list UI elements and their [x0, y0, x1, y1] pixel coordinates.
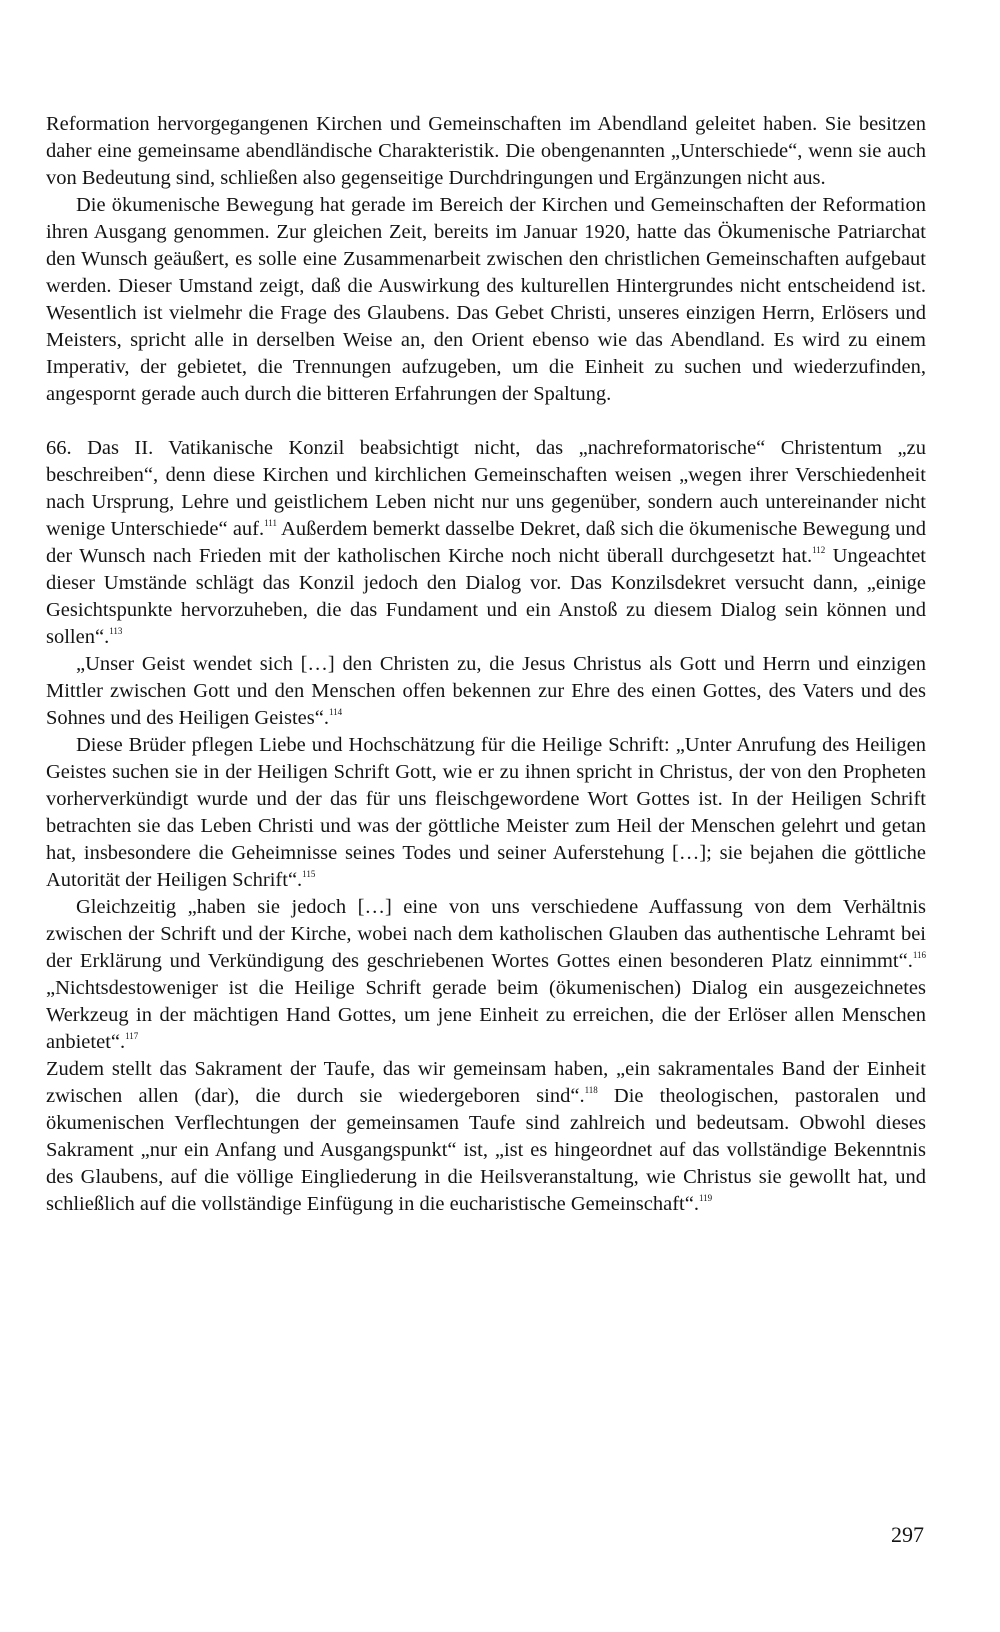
- paragraph-3-section-66: [46, 435, 926, 651]
- text-run: Außerdem bemerkt dasselbe Dekret, daß sich die ökumenische Bewegung und der Wunsch nach Frieden mit der katholischen Kirche noch nicht überall durchgesetzt hat.: [46, 518, 926, 567]
- footnote-ref-112: 112: [812, 545, 826, 555]
- footnote-ref-118: 118: [584, 1085, 598, 1095]
- footnote-ref-114: 114: [328, 707, 343, 717]
- paragraph-2: [46, 192, 926, 408]
- footnote-ref-117: 117: [125, 1031, 139, 1041]
- paragraph-7-baptism: [46, 1056, 926, 1218]
- text-run: 66. Das II. Vatikanische Konzil beabsichtigt nicht, das „nachreformatorische“ Christentum „zu beschreiben“, denn diese Kirchen und kirchlichen Gemeinschaften weisen „wegen ihrer Verschiedenheit nach Ursprung, Lehre und geistlichem Leben nicht nur uns gegenüber, sondern auch untereinander nicht wenige Unterschiede“ auf.: [46, 437, 926, 540]
- text-run: Ungeachtet dieser Umstände schlägt das Konzil jedoch den Dialog vor. Das Konzilsdekret versucht dann, „einige Gesichtspunkte hervorzuheben, die das Fundament und ein Anstoß zu diesem Dialog sein können und sollen“.: [46, 545, 926, 648]
- text-run: Die theologischen, pastoralen und ökumenischen Verflechtungen der gemeinsamen Taufe sind zahlreich und bedeutsam. Obwohl dieses Sakrament „nur ein Anfang und Ausgangspunkt“ ist, „ist es hingeordnet auf das vollständige Bekenntnis des Glaubens, auf die völlige Eingliederung in die Heilsveranstaltung, wie Christus sie gewollt hat, und schließlich auf die vollständige Einfügung in die eucharistische Gemeinschaft“.: [46, 1085, 927, 1215]
- paragraph-1: [46, 111, 926, 192]
- text-run: „Nichtsdestoweniger ist die Heilige Schrift gerade beim (ökumenischen) Dialog ein ausgezeichnetes Werkzeug in der mächtigen Hand Gottes, um jene Einheit zu erreichen, die der Erlöser allen Menschen anbietet“.: [46, 977, 926, 1053]
- paragraph-6-magisterium: [46, 894, 926, 1056]
- text-run: Die ökumenische Bewegung hat gerade im Bereich der Kirchen und Gemeinschaften der Reformation ihren Ausgang genommen. Zur gleichen Zeit, bereits im Januar 1920, hatte das Ökumenische Patriarchat den Wunsch geäußert, es solle eine Zusammenarbeit zwischen den christlichen Gemeinschaften aufgebaut werden. Dieser Umstand zeigt, daß die Auswirkung des kulturellen Hintergrundes nicht entscheidend ist. Wesentlich ist vielmehr die Frage des Glaubens. Das Gebet Christi, unseres einzigen Herrn, Erlösers und Meisters, spricht alle in derselben Weise an, den Orient ebenso wie das Abendland. Es wird zu einem Imperativ, der gebietet, die Trennungen aufzugeben, um die Einheit zu suchen und wiederzufinden, angespornt gerade auch durch die bitteren Erfahrungen der Spaltung.: [46, 194, 926, 405]
- footnote-ref-119: 119: [698, 1193, 713, 1203]
- text-run: Reformation hervorgegangenen Kirchen und Gemeinschaften im Abendland geleitet haben. Sie besitzen daher eine gemeinsame abendländische Charakteristik. Die obengenannten „Unterschiede“, wenn sie auch von Bedeutung sind, schließen also gegenseitige Durchdringungen und Ergänzungen nicht aus.: [46, 113, 926, 189]
- footnote-ref-115: 115: [302, 869, 316, 879]
- text-run: „Unser Geist wendet sich […] den Christen zu, die Jesus Christus als Gott und Herrn und einzigen Mittler zwischen Gott und den Menschen offen bekennen zur Ehre des einen Gottes, des Vaters und des Sohnes und des Heiligen Geistes“.: [46, 653, 926, 729]
- paragraph-5-scripture: [46, 732, 926, 894]
- text-run: Zudem stellt das Sakrament der Taufe, das wir gemeinsam haben, „ein sakramentales Band der Einheit zwischen allen (dar), die durch sie wiedergeboren sind“.: [46, 1058, 926, 1107]
- footnote-ref-113: 113: [109, 626, 123, 636]
- footnote-ref-111: 111: [264, 518, 277, 528]
- footnote-ref-116: 116: [912, 950, 926, 960]
- text-run: Gleichzeitig „haben sie jedoch […] eine von uns verschiedene Auffassung von dem Verhältnis zwischen der Schrift und der Kirche, wobei nach dem katholischen Glauben das authentische Lehramt bei der Erklärung und Verkündigung des geschriebenen Wortes Gottes einen besonderen Platz einnimmt“.: [46, 896, 926, 972]
- page-number: 297: [891, 1522, 924, 1547]
- text-run: Diese Brüder pflegen Liebe und Hochschätzung für die Heilige Schrift: „Unter Anrufung des Heiligen Geistes suchen sie in der Heiligen Schrift Gott, wie er zu ihnen spricht in Christus, der von den Propheten vorherverkündigt wurde und der das für uns fleischgewordene Wort Gottes ist. In der Heiligen Schrift betrachten sie das Leben Christi und was der göttliche Meister zum Heil der Menschen gelehrt und getan hat, insbesondere die Geheimnisse seines Todes und seiner Auferstehung […]; sie bejahen die göttliche Autorität der Heiligen Schrift“.: [46, 734, 926, 891]
- page-body: [46, 111, 926, 1218]
- paragraph-4-quote: [46, 651, 926, 732]
